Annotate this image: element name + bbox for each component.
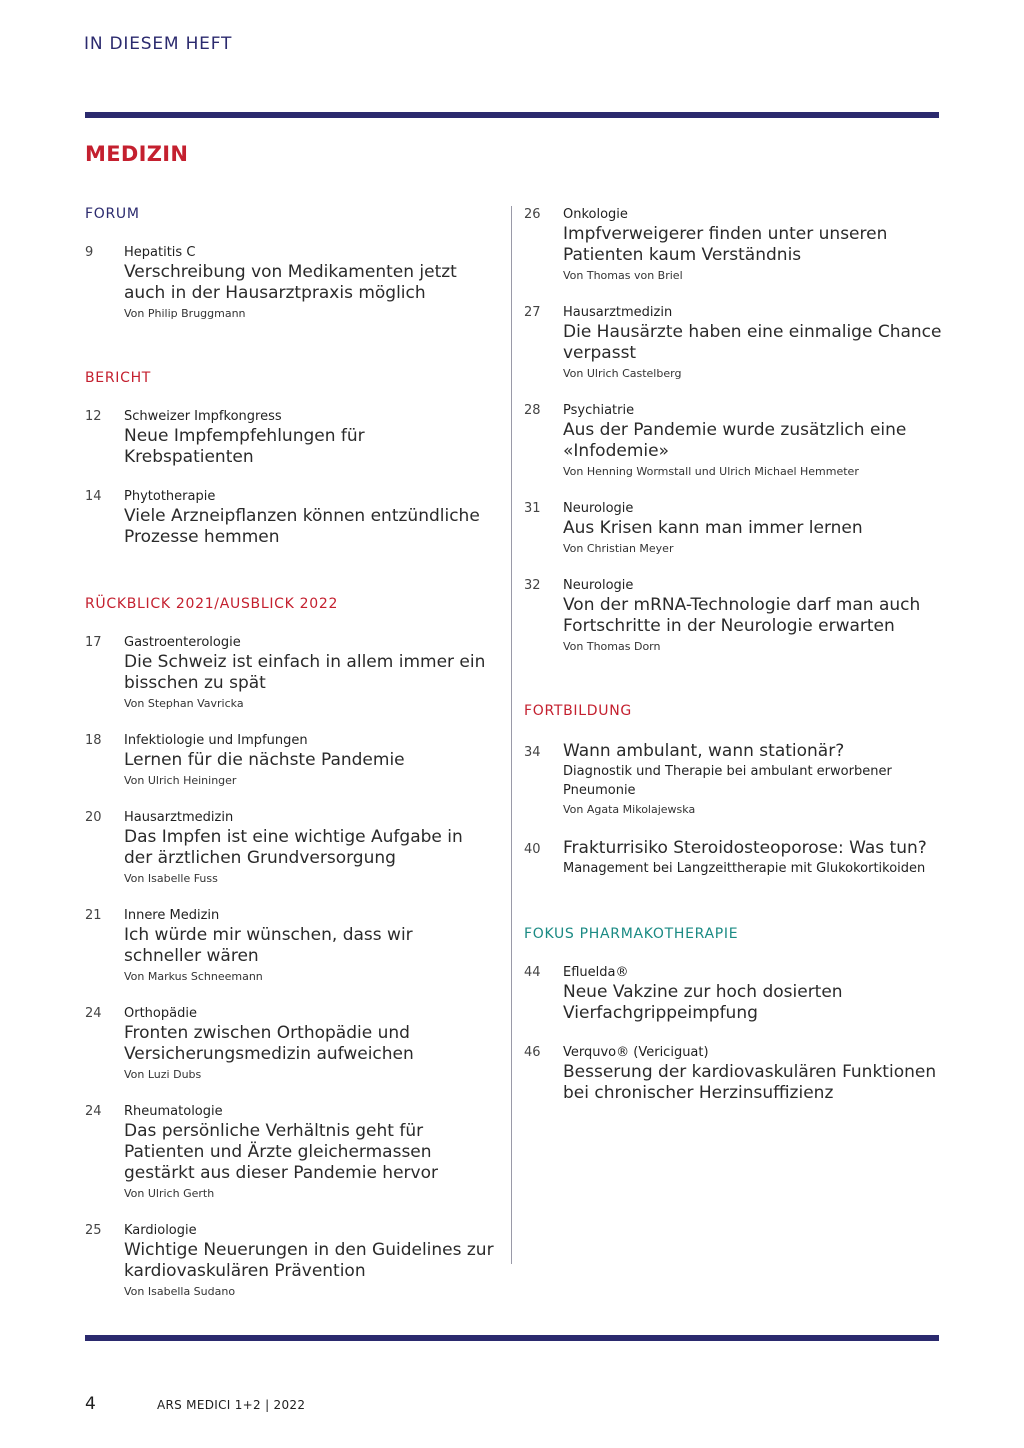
entry-title: Viele Arzneipflanzen können entzündliche Prozesse hemmen — [124, 506, 480, 547]
entry-subject: Hepatitis C — [124, 245, 196, 260]
toc-entry[interactable] — [524, 577, 944, 655]
bottom-rule — [85, 1335, 939, 1341]
entry-author: Von Henning Wormstall und Ulrich Michael Hemmeter — [563, 465, 859, 478]
top-rule — [85, 112, 939, 118]
entry-author: Von Markus Schneemann — [124, 970, 263, 983]
entry-subject: Psychiatrie — [563, 403, 635, 418]
page-number: 34 — [524, 745, 541, 760]
entry-title: Besserung der kardiovaskulären Funktionen bei chronischer Herzinsuffizienz — [563, 1062, 937, 1103]
page-number: 26 — [524, 207, 541, 222]
entry-subject: Neurologie — [563, 501, 634, 516]
page-number: 32 — [524, 578, 541, 593]
entry-title: Lernen für die nächste Pandemie — [124, 750, 405, 770]
entry-title: Impfverweigerer finden unter unseren Patienten kaum Verständnis — [563, 224, 888, 265]
footer-journal-info: ARS MEDICI 1+2 | 2022 — [157, 1398, 306, 1412]
entry-author: Von Philip Bruggmann — [124, 307, 246, 320]
entry-subject: Phytotherapie — [124, 489, 216, 504]
page-number: 25 — [85, 1223, 102, 1238]
entry-title: Wann ambulant, wann stationär? — [563, 741, 845, 761]
entry-subject: Hausarztmedizin — [563, 305, 673, 320]
toc-entry[interactable] — [85, 1222, 495, 1300]
entry-title: Die Schweiz ist einfach in allem immer ein bisschen zu spät — [124, 652, 486, 693]
entry-author: Von Agata Mikolajewska — [563, 803, 696, 816]
left-column — [85, 206, 495, 1320]
entry-subject: Schweizer Impfkongress — [124, 409, 282, 424]
entry-lead: Management bei Langzeittherapie mit Glukokortikoiden — [563, 861, 926, 876]
toc-entry[interactable] — [85, 244, 495, 322]
entry-subject: Onkologie — [563, 207, 628, 222]
entry-subject: Kardiologie — [124, 1223, 197, 1238]
entry-title: Von der mRNA-Technologie darf man auch Fortschritte in der Neurologie erwarten — [563, 595, 921, 636]
toc-entry[interactable] — [524, 206, 944, 284]
page-number: 12 — [85, 409, 102, 424]
page-number: 18 — [85, 733, 102, 748]
page-number: 17 — [85, 635, 102, 650]
entry-title: Aus der Pandemie wurde zusätzlich eine «Infodemie» — [563, 420, 907, 461]
category-heading-forum: FORUM — [85, 206, 140, 222]
entry-title: Fronten zwischen Orthopädie und Versicherungsmedizin aufweichen — [124, 1023, 414, 1064]
page-number: 28 — [524, 403, 541, 418]
entry-author: Von Stephan Vavricka — [124, 697, 244, 710]
page-number: 24 — [85, 1104, 102, 1119]
entry-title: Aus Krisen kann man immer lernen — [563, 518, 863, 538]
toc-entry[interactable] — [524, 838, 944, 878]
entry-author: Von Christian Meyer — [563, 542, 674, 555]
entry-subject: Orthopädie — [124, 1006, 197, 1021]
toc-entry[interactable] — [85, 732, 495, 789]
entry-subject: Efluelda® — [563, 965, 629, 980]
toc-entry[interactable] — [85, 634, 495, 712]
entry-author: Von Thomas von Briel — [563, 269, 683, 282]
category-heading-bericht: BERICHT — [85, 370, 152, 386]
entry-title: Neue Vakzine zur hoch dosierten Vierfachgrippeimpfung — [563, 982, 843, 1023]
entry-title: Ich würde mir wünschen, dass wir schneller wären — [124, 925, 413, 966]
entry-author: Von Isabella Sudano — [124, 1285, 236, 1298]
entry-subject: Verquvo® (Vericiguat) — [563, 1045, 709, 1060]
page-number: 46 — [524, 1045, 541, 1060]
toc-entry[interactable] — [524, 304, 944, 382]
footer-page-number: 4 — [85, 1394, 96, 1414]
page-number: 27 — [524, 305, 541, 320]
toc-entry[interactable] — [85, 488, 495, 548]
entry-subject: Neurologie — [563, 578, 634, 593]
entry-title: Wichtige Neuerungen in den Guidelines zur kardiovaskulären Prävention — [124, 1240, 494, 1281]
category-heading-fortbildung: FORTBILDUNG — [524, 703, 632, 719]
toc-entry[interactable] — [85, 907, 495, 985]
toc-entry[interactable] — [85, 809, 495, 887]
page-number: 31 — [524, 501, 541, 516]
running-header: IN DIESEM HEFT — [84, 34, 233, 54]
entry-subject: Gastroenterologie — [124, 635, 241, 650]
entry-title: Frakturrisiko Steroidosteoporose: Was tun? — [563, 838, 927, 858]
toc-entry[interactable] — [524, 402, 944, 480]
right-column — [524, 206, 944, 1124]
entry-author: Von Thomas Dorn — [563, 640, 661, 653]
page-number: 21 — [85, 908, 102, 923]
entry-title: Das Impfen ist eine wichtige Aufgabe in der ärztlichen Grundversorgung — [124, 827, 463, 868]
entry-title: Verschreibung von Medikamenten jetzt auch in der Hausarztpraxis möglich — [124, 262, 457, 303]
entry-subject: Rheumatologie — [124, 1104, 223, 1119]
page-number: 24 — [85, 1006, 102, 1021]
category-heading-rueckblick: RÜCKBLICK 2021/AUSBLICK 2022 — [85, 596, 339, 612]
entry-lead: Diagnostik und Therapie bei ambulant erworbener Pneumonie — [563, 764, 892, 798]
entry-author: Von Ulrich Gerth — [124, 1187, 215, 1200]
toc-entry[interactable] — [85, 1103, 495, 1202]
entry-author: Von Ulrich Heininger — [124, 774, 237, 787]
toc-entry[interactable] — [524, 741, 944, 818]
toc-entry[interactable] — [85, 408, 495, 468]
entry-title: Das persönliche Verhältnis geht für Patienten und Ärzte gleichermassen gestärkt aus dieser Pandemie hervor — [124, 1121, 438, 1183]
page-number: 44 — [524, 965, 541, 980]
toc-entry[interactable] — [524, 500, 944, 557]
toc-entry[interactable] — [524, 964, 944, 1024]
page-number: 14 — [85, 489, 102, 504]
column-divider — [511, 206, 512, 1264]
entry-author: Von Luzi Dubs — [124, 1068, 202, 1081]
entry-author: Von Ulrich Castelberg — [563, 367, 682, 380]
toc-entry[interactable] — [85, 1005, 495, 1083]
entry-title: Die Hausärzte haben eine einmalige Chance verpasst — [563, 322, 942, 363]
page-number: 9 — [85, 245, 94, 260]
toc-entry[interactable] — [524, 1044, 944, 1104]
page-number: 40 — [524, 842, 541, 857]
section-title: MEDIZIN — [85, 142, 189, 166]
page-number: 20 — [85, 810, 102, 825]
entry-subject: Infektiologie und Impfungen — [124, 733, 308, 748]
category-heading-fokus: FOKUS PHARMAKOTHERAPIE — [524, 926, 739, 942]
entry-subject: Hausarztmedizin — [124, 810, 234, 825]
entry-author: Von Isabelle Fuss — [124, 872, 218, 885]
entry-title: Neue Impfempfehlungen für Krebspatienten — [124, 426, 365, 467]
entry-subject: Innere Medizin — [124, 908, 220, 923]
